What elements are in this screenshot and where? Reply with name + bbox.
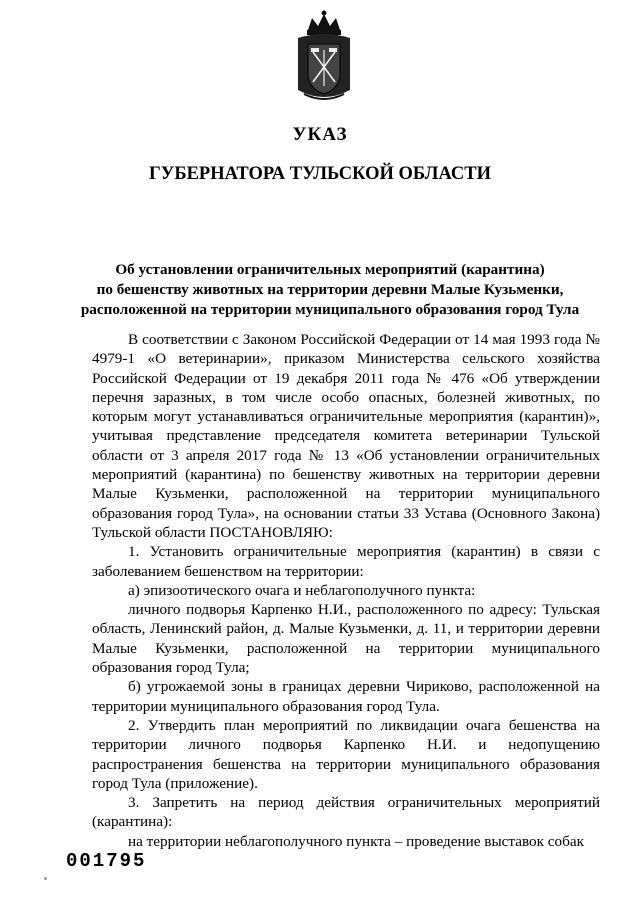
prohibition-paragraph: на территории неблагополучного пункта – проведение выставок собак bbox=[128, 832, 584, 850]
subclause-a-paragraph: а) эпизоотического очага и неблагополучного пункта: bbox=[128, 581, 476, 599]
scan-mark bbox=[44, 877, 47, 880]
subject-line: по бешенству животных на территории деревни Малые Кузьменки, bbox=[96, 281, 564, 298]
document-type-title: УКАЗ bbox=[292, 124, 348, 145]
clause-1-paragraph: 1. Установить ограничительные мероприятия (карантин) в связи с заболеванием бешенством на территории: bbox=[92, 543, 600, 580]
preamble-paragraph: В соответствии с Законом Российской Федерации от 14 мая 1993 года № 4979-1 «О ветеринарии», приказом Министерства сельского хозяйства Российской Федерации от 19 декабря 2011 года № 476 «Об утверждении перечня заразных, в том числе особо опасных, болезней животных, по которым могут устанавливаться ограничительные мероприятия (карантин)», учитывая представление председателя комитета ветеринарии Тульской области от 3 апреля 2017 года № 13 «Об установлении ограничительных мероприятий (карантина) по бешенству животных на территории деревни Малые Кузьменки, расположенной на территории муниципального образования город Тула», на основании статьи 33 Устава (Основного Закона) Тульской области ПОСТАНОВЛЯЮ: bbox=[92, 331, 600, 541]
issuer-title: ГУБЕРНАТОРА ТУЛЬСКОЙ ОБЛАСТИ bbox=[149, 164, 491, 184]
decree-body bbox=[92, 330, 600, 851]
farmstead-paragraph: личного подворья Карпенко Н.И., расположенного по адресу: Тульская область, Ленинский район, д. Малые Кузьменки, д. 11, и территории деревни Малые Кузьменки, расположенной на территории муниципального образования город Тула; bbox=[92, 601, 600, 677]
document-serial-number: 001795 bbox=[66, 850, 147, 872]
subject-line: Об установлении ограничительных мероприятий (карантина) bbox=[115, 261, 545, 278]
clause-3-paragraph: 3. Запретить на период действия ограничительных мероприятий (карантина): bbox=[92, 794, 600, 831]
subclause-b-paragraph: б) угрожаемой зоны в границах деревни Чириково, расположенной на территории муниципального образования город Тула. bbox=[92, 678, 600, 715]
coat-of-arms-icon bbox=[294, 8, 354, 108]
clause-2-paragraph: 2. Утвердить план мероприятий по ликвидации очага бешенства на территории личного подворья Карпенко Н.И. и недопущению распространения бешенства на территории муниципального образования город Тула (приложение). bbox=[92, 716, 600, 792]
decree-subject bbox=[60, 260, 600, 320]
subject-line: расположенной на территории муниципального образования город Тула bbox=[80, 301, 580, 318]
